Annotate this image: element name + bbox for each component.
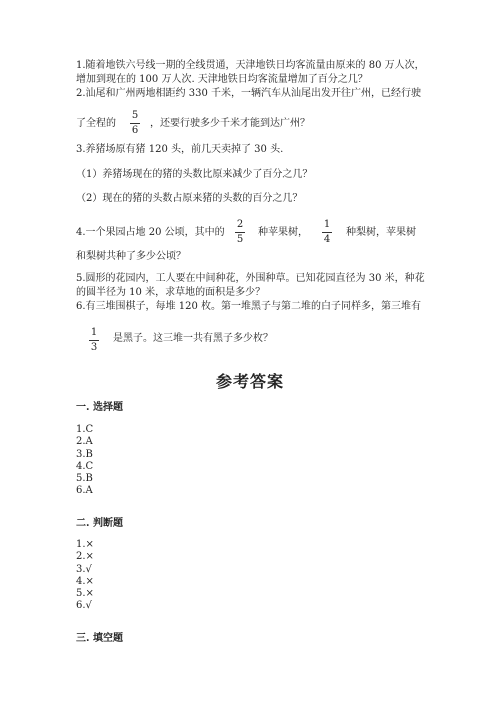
section-judgment-heading: 二. 判断题 <box>76 518 123 529</box>
answer-item: 1.× <box>76 539 94 550</box>
answer-item: 3.B <box>76 448 93 460</box>
q2-post: ，还要行驶多少千米才能到达广州？ <box>150 118 310 129</box>
q4-mid: 种苹果树， <box>258 227 308 238</box>
q3-sub2: （2）现在的猪的头数占原来猪的头数的百分之几？ <box>76 193 303 204</box>
q6-fraction-numerator: 1 <box>90 327 98 338</box>
q2-fraction-numerator: 5 <box>131 110 139 121</box>
q2-fraction-denominator: 6 <box>131 125 139 136</box>
answer-item: 5.B <box>76 473 93 485</box>
section-fill-heading: 三. 填空题 <box>76 633 123 644</box>
q6-fraction-denominator: 3 <box>90 342 98 353</box>
q4-line2: 和梨树共种了多少公顷？ <box>76 251 186 262</box>
q5-line1: 5.圆形的花园内，工人要在中间种花，外围种草。已知花园直径为 30 米，种花 <box>76 273 425 284</box>
answer-item: 2.× <box>76 551 94 563</box>
answer-item: 4.C <box>76 460 94 472</box>
q6-fraction <box>87 327 101 354</box>
q4-fraction-2-numerator: 1 <box>323 219 331 230</box>
q2-pre: 了全程的 <box>76 118 116 129</box>
section-choice-answers <box>76 424 93 498</box>
q1-line2: 增加到现在的 100 万人次. 天津地铁日均客流量增加了百分之几？ <box>76 74 368 85</box>
q4-fraction-2-denominator: 4 <box>323 234 331 245</box>
q5-line2: 的圆半径为 10 米，求草地的面积是多少？ <box>76 287 266 298</box>
q3-sub1: （1）养猪场现在的猪的头数比原来减少了百分之几？ <box>76 169 313 180</box>
q2-line1: 2.汕尾和广州两地相距约 330 千米，一辆汽车从汕尾出发开往广州，已经行驶 <box>76 88 421 99</box>
answer-item: 6.√ <box>76 600 92 612</box>
q4-post: 种梨树，苹果树 <box>346 227 416 238</box>
answer-item: 5.× <box>76 588 94 600</box>
section-choice-heading: 一. 选择题 <box>76 402 123 413</box>
answer-item: 2.A <box>76 436 93 448</box>
q1-line1: 1.随着地铁六号线一期的全线贯通，天津地铁日均客流量由原来的 80 万人次， <box>76 60 425 71</box>
answer-item: 3.√ <box>76 563 92 575</box>
q3-line: 3.养猪场原有猪 120 头，前几天卖掉了 30 头. <box>76 144 284 155</box>
q6-post: 是黑子。这三堆一共有黑子多少枚？ <box>113 333 273 344</box>
answers-title: 参考答案 <box>215 372 284 391</box>
section-judgment-answers <box>76 539 94 613</box>
q2-fraction <box>128 110 142 137</box>
q4-fraction-1-numerator: 2 <box>236 219 244 230</box>
answer-item: 1.C <box>76 424 94 435</box>
q4-fraction-2 <box>320 219 334 246</box>
q6-line1: 6.有三堆围棋子，每堆 120 枚。第一堆黑子与第二堆的白子同样多，第三堆有 <box>76 301 421 312</box>
q4-pre: 4.一个果园占地 20 公顷，其中的 <box>76 227 225 238</box>
q4-fraction-1-denominator: 5 <box>236 234 244 245</box>
answer-item: 4.× <box>76 575 94 587</box>
q4-fraction-1 <box>233 219 247 246</box>
answer-item: 6.A <box>76 485 93 497</box>
